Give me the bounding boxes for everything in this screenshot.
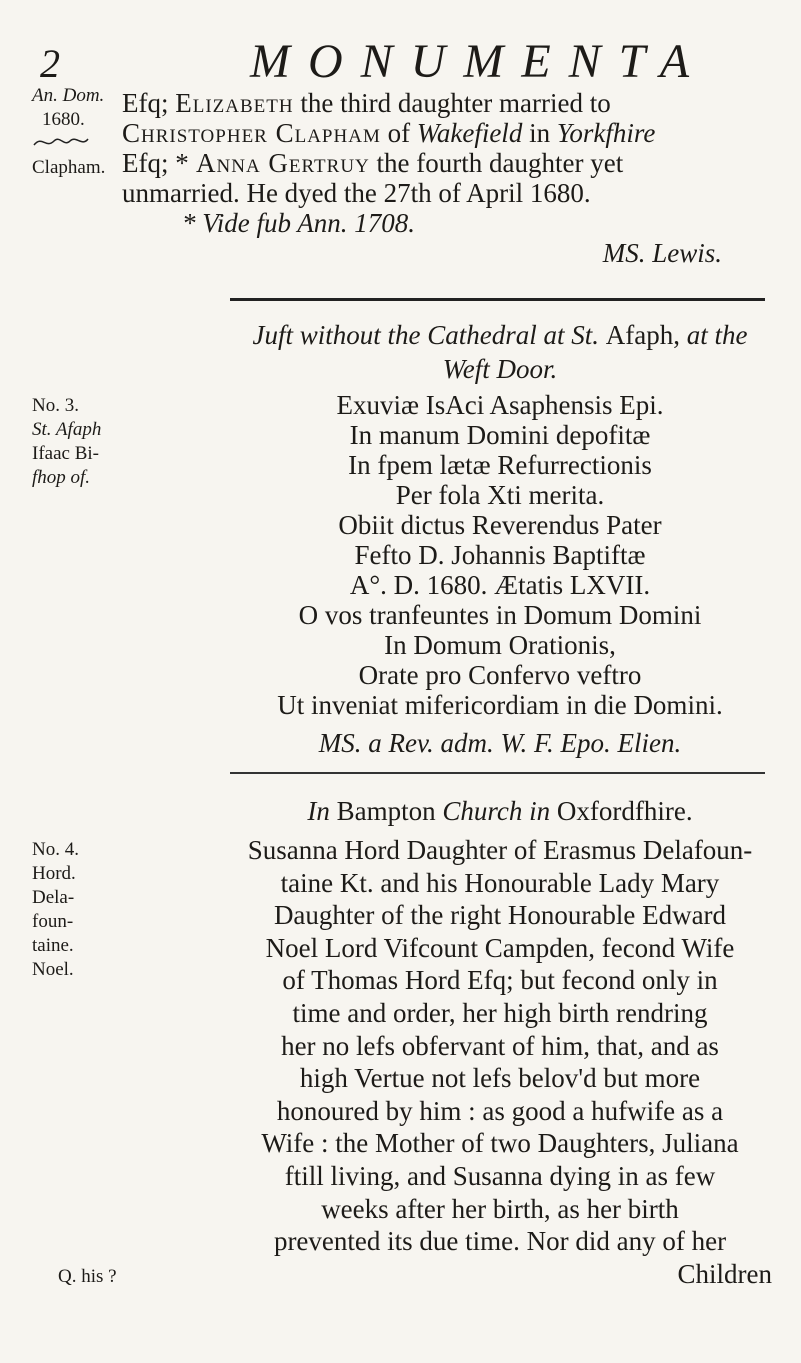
section-divider (230, 298, 765, 301)
entry-2-text: Efq; Elizabeth the third daughter married to Christopher Clapham of Wakefield in Yorkfhire Efq; * Anna Gertruy the fourth daughter yet unmarried. He dyed the 27th of April 1680. * Vide fub Ann. 1708. MS. Lewis. (122, 88, 782, 268)
flourish-ornament-icon (32, 135, 90, 149)
inscription-line: In manum Domini depofitæ (349, 420, 651, 450)
text-line: prevented its due time. Nor did any of her (273, 1226, 727, 1257)
margin-note-entry-4: No. 4. Hord. Dela- foun- taine. Noel. (32, 839, 79, 980)
inscription-line: In Domum Orationis, (384, 630, 616, 660)
entry-3-heading: Juft without the Cathedral at St. Afaph, at the Weft Door. (252, 320, 748, 384)
page-number: 2 (40, 41, 60, 86)
footnote: * Vide fub Ann. 1708. (182, 208, 415, 238)
text-line: ftill living, and Susanna dying in as few (284, 1160, 716, 1191)
margin-query-note: Q. his ? (58, 1266, 117, 1287)
entry-4-text (222, 834, 778, 1290)
catchword: Children (677, 1258, 772, 1289)
source-citation: MS. Lewis. (602, 238, 722, 268)
inscription-line: Orate pro Confervo veftro (358, 660, 642, 690)
text-line: high Vertue not lefs belov'd but more (299, 1063, 701, 1094)
running-head: MONUMENTA (250, 35, 708, 88)
text-line: taine Kt. and his Honourable Lady Mary (280, 867, 720, 898)
section-divider (230, 772, 765, 774)
entry-number: No. 3. (32, 395, 79, 416)
margin-note-entry-2 (32, 84, 105, 180)
inscription-line: Fefto D. Johannis Baptiftæ (354, 540, 646, 570)
text-line: Noel Lord Vifcount Campden, fecond Wife (265, 932, 735, 963)
text-line: time and order, her high birth rendring (292, 997, 708, 1028)
text-line: weeks after her birth, as her birth (321, 1193, 679, 1224)
entry-number: No. 4. (32, 839, 79, 860)
margin-name: Clapham. (32, 157, 106, 178)
text-line: Daughter of the right Honourable Edward (273, 900, 727, 931)
entry-4-heading: In Bampton Church in Oxfordfhire. (307, 796, 693, 826)
text-line: Wife : the Mother of two Daughters, Juliana (261, 1128, 739, 1159)
inscription-line: A°. D. 1680. Ætatis LXVII. (349, 570, 651, 600)
inscription-line: O vos tranfeuntes in Domum Domini (298, 600, 702, 630)
entry-3-inscription (230, 390, 770, 758)
source-citation: MS. a Rev. adm. W. F. Epo. Elien. (318, 728, 682, 758)
margin-year-label: An. Dom. (32, 85, 105, 106)
inscription-line: Obiit dictus Reverendus Pater (338, 510, 662, 540)
inscription-line: Exuviæ IsAci Asaphensis Epi. (336, 390, 664, 420)
margin-note-entry-3: No. 3. St. Afaph Ifaac Bi- fhop of. (32, 395, 102, 488)
margin-year: 1680. (42, 109, 85, 130)
text-line: of Thomas Hord Efq; but fecond only in (282, 965, 718, 996)
inscription-line: In fpem lætæ Refurrectionis (348, 450, 652, 480)
text-line: Susanna Hord Daughter of Erasmus Delafoun- (247, 835, 753, 865)
inscription-line: Ut inveniat mifericordiam in die Domini. (277, 690, 723, 720)
inscription-line: Per fola Xti merita. (395, 480, 605, 510)
text-line: honoured by him : as good a hufwife as a (276, 1095, 724, 1126)
text-line: her no lefs obfervant of him, that, and as (281, 1030, 719, 1061)
